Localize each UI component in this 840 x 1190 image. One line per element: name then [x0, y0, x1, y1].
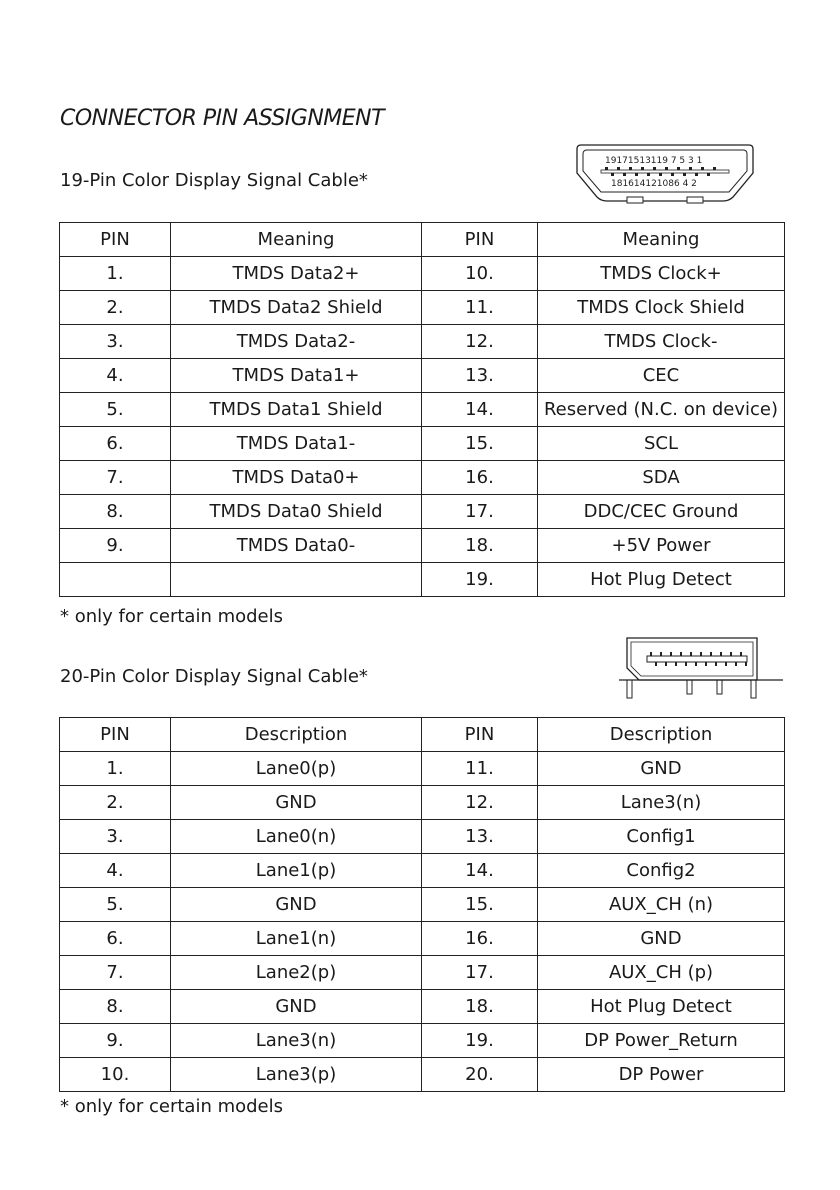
pin-signal-cell: TMDS Data1+	[171, 359, 422, 393]
displayport-section-title: 20-Pin Color Display Signal Cable*	[60, 666, 368, 687]
pin-signal-cell	[171, 563, 422, 597]
pin-number-cell: 9.	[60, 1024, 171, 1058]
column-header: PIN	[60, 718, 171, 752]
pin-signal-cell: SCL	[538, 427, 785, 461]
pin-signal-cell: CEC	[538, 359, 785, 393]
hdmi-section-title: 19-Pin Color Display Signal Cable*	[60, 170, 368, 191]
hdmi-top-pin-numbers: 19171513119 7 5 3 1	[605, 156, 703, 166]
column-header: PIN	[422, 718, 538, 752]
pin-signal-cell: Lane0(n)	[171, 820, 422, 854]
pin-number-cell: 13.	[422, 359, 538, 393]
pin-number-cell: 12.	[422, 325, 538, 359]
pin-signal-cell: Reserved (N.C. on device)	[538, 393, 785, 427]
table-row	[60, 461, 785, 495]
pin-number-cell: 12.	[422, 786, 538, 820]
column-header: Meaning	[171, 223, 422, 257]
table-header-row	[60, 718, 785, 752]
pin-number-cell: 7.	[60, 461, 171, 495]
pin-number-cell: 14.	[422, 854, 538, 888]
pin-number-cell: 10.	[422, 257, 538, 291]
pin-number-cell: 3.	[60, 820, 171, 854]
pin-number-cell: 16.	[422, 922, 538, 956]
table-row	[60, 257, 785, 291]
table-row	[60, 752, 785, 786]
table-row	[60, 359, 785, 393]
pin-signal-cell: Lane0(p)	[171, 752, 422, 786]
pin-signal-cell: TMDS Data1-	[171, 427, 422, 461]
pin-number-cell: 6.	[60, 922, 171, 956]
pin-signal-cell: DP Power_Return	[538, 1024, 785, 1058]
pin-signal-cell: AUX_CH (p)	[538, 956, 785, 990]
table-row	[60, 291, 785, 325]
table-row	[60, 427, 785, 461]
pin-number-cell: 1.	[60, 257, 171, 291]
column-header: Description	[171, 718, 422, 752]
table-row	[60, 888, 785, 922]
pin-signal-cell: TMDS Data2-	[171, 325, 422, 359]
table-row	[60, 956, 785, 990]
pin-signal-cell: DDC/CEC Ground	[538, 495, 785, 529]
pin-signal-cell: Hot Plug Detect	[538, 563, 785, 597]
column-header: PIN	[422, 223, 538, 257]
pin-signal-cell: Lane3(n)	[538, 786, 785, 820]
table-row	[60, 495, 785, 529]
pin-signal-cell: TMDS Data2 Shield	[171, 291, 422, 325]
pin-number-cell: 18.	[422, 990, 538, 1024]
table-row	[60, 563, 785, 597]
pin-number-cell: 20.	[422, 1058, 538, 1092]
pin-number-cell: 2.	[60, 786, 171, 820]
pin-number-cell: 11.	[422, 291, 538, 325]
pin-number-cell: 14.	[422, 393, 538, 427]
table-row	[60, 990, 785, 1024]
pin-signal-cell: Lane1(p)	[171, 854, 422, 888]
pin-signal-cell: Lane3(n)	[171, 1024, 422, 1058]
pin-signal-cell: TMDS Data0+	[171, 461, 422, 495]
pin-number-cell: 3.	[60, 325, 171, 359]
hdmi-bottom-pin-numbers: 181614121086 4 2	[611, 179, 697, 189]
table-row	[60, 1058, 785, 1092]
pin-number-cell: 17.	[422, 495, 538, 529]
pin-signal-cell: GND	[171, 786, 422, 820]
table-row	[60, 325, 785, 359]
pin-signal-cell: SDA	[538, 461, 785, 495]
pin-signal-cell: Config1	[538, 820, 785, 854]
displayport-connector-icon	[617, 632, 785, 700]
pin-number-cell: 10.	[60, 1058, 171, 1092]
pin-number-cell: 17.	[422, 956, 538, 990]
pin-number-cell: 4.	[60, 359, 171, 393]
pin-signal-cell: TMDS Data0-	[171, 529, 422, 563]
pin-signal-cell: GND	[171, 990, 422, 1024]
table-row	[60, 529, 785, 563]
pin-number-cell: 8.	[60, 495, 171, 529]
column-header: Description	[538, 718, 785, 752]
pin-number-cell: 16.	[422, 461, 538, 495]
pin-signal-cell: Lane1(n)	[171, 922, 422, 956]
pin-number-cell: 8.	[60, 990, 171, 1024]
pin-number-cell: 5.	[60, 393, 171, 427]
pin-number-cell	[60, 563, 171, 597]
table-row	[60, 393, 785, 427]
pin-number-cell: 4.	[60, 854, 171, 888]
pin-number-cell: 5.	[60, 888, 171, 922]
pin-signal-cell: TMDS Data1 Shield	[171, 393, 422, 427]
pin-signal-cell: TMDS Clock-	[538, 325, 785, 359]
pin-signal-cell: Config2	[538, 854, 785, 888]
pin-number-cell: 6.	[60, 427, 171, 461]
pin-number-cell: 18.	[422, 529, 538, 563]
table-row	[60, 1024, 785, 1058]
pin-signal-cell: GND	[538, 922, 785, 956]
column-header: Meaning	[538, 223, 785, 257]
pin-number-cell: 11.	[422, 752, 538, 786]
pin-signal-cell: AUX_CH (n)	[538, 888, 785, 922]
pin-signal-cell: TMDS Clock Shield	[538, 291, 785, 325]
pin-signal-cell: TMDS Data0 Shield	[171, 495, 422, 529]
hdmi-connector-icon	[575, 143, 755, 209]
hdmi-footnote: * only for certain models	[60, 606, 284, 627]
pin-number-cell: 7.	[60, 956, 171, 990]
pin-signal-cell: Lane3(p)	[171, 1058, 422, 1092]
table-header-row	[60, 223, 785, 257]
pin-number-cell: 2.	[60, 291, 171, 325]
pin-number-cell: 13.	[422, 820, 538, 854]
table-row	[60, 854, 785, 888]
pin-signal-cell: TMDS Data2+	[171, 257, 422, 291]
pin-signal-cell: GND	[538, 752, 785, 786]
page-title: CONNECTOR PIN ASSIGNMENT	[60, 106, 385, 131]
pin-number-cell: 19.	[422, 1024, 538, 1058]
pin-number-cell: 15.	[422, 888, 538, 922]
pin-number-cell: 1.	[60, 752, 171, 786]
table-row	[60, 820, 785, 854]
pin-number-cell: 19.	[422, 563, 538, 597]
displayport-pin-table	[59, 717, 785, 1092]
displayport-footnote: * only for certain models	[60, 1096, 284, 1117]
table-row	[60, 786, 785, 820]
pin-signal-cell: DP Power	[538, 1058, 785, 1092]
table-row	[60, 922, 785, 956]
pin-number-cell: 15.	[422, 427, 538, 461]
pin-signal-cell: Hot Plug Detect	[538, 990, 785, 1024]
pin-signal-cell: TMDS Clock+	[538, 257, 785, 291]
pin-signal-cell: +5V Power	[538, 529, 785, 563]
column-header: PIN	[60, 223, 171, 257]
pin-signal-cell: GND	[171, 888, 422, 922]
pin-number-cell: 9.	[60, 529, 171, 563]
pin-signal-cell: Lane2(p)	[171, 956, 422, 990]
hdmi-pin-table	[59, 222, 785, 597]
